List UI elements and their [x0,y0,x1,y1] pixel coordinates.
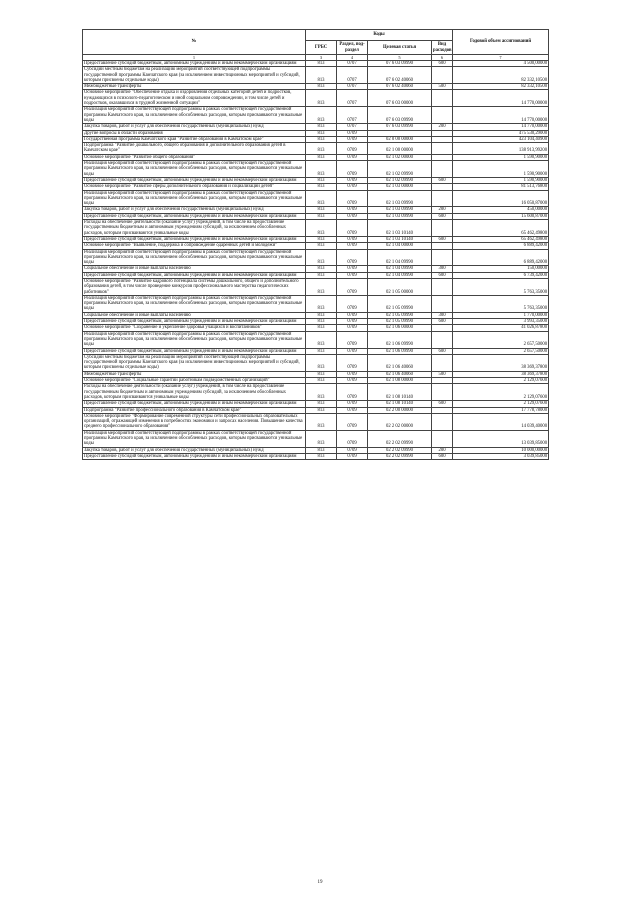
cell-grbs: 813 [306,272,337,278]
cell-grbs: 813 [306,319,337,325]
cell-grbs: 813 [306,447,337,453]
cell-name: Предоставление субсидий бюджетным, автономным учреждениям и иным некоммерческим организациям [83,61,306,67]
table-row [83,354,549,371]
cell-amount: 1 770,00000 [453,312,549,318]
cell-vid: 600 [432,319,453,325]
cell-razdel: 0709 [337,331,368,348]
table-row [83,220,549,237]
cell-razdel: 0709 [337,236,368,242]
cell-target: 02 1 03 10140 [368,236,432,242]
cell-amount: 2 129,07600 [453,378,549,384]
cell-razdel: 0709 [337,184,368,190]
table-row [83,107,549,124]
cell-target: 02 1 06 40060 [368,354,432,371]
cell-name: Закупка товаров, работ и услуг для обеспечения государственных (муниципальных) нужд [83,124,306,130]
cell-name: Межбюджетные трансферты [83,84,306,90]
cell-target: 02 1 08 00000 [368,378,432,384]
cell-grbs: 813 [306,354,337,371]
cell-amount: 150,00000 [453,266,549,272]
budget-table [82,29,549,460]
cell-grbs: 813 [306,243,337,249]
cell-razdel: 0709 [337,371,368,377]
cell-amount: 2 657,50000 [453,331,549,348]
cell-target: 02 2 02 09990 [368,430,432,447]
cell-target: 07 6 03 09990 [368,107,432,124]
cell-razdel: 0707 [337,90,368,107]
cell-name: Межбюджетные трансферты [83,371,306,377]
cell-target: 02 1 05 00000 [368,278,432,295]
cell-name: Предоставление субсидий бюджетным, автономным учреждениям и иным некоммерческим организациям [83,401,306,407]
cell-target: 02 1 04 09990 [368,249,432,266]
cell-target: 07 6 03 00000 [368,90,432,107]
cell-razdel: 0709 [337,243,368,249]
cell-vid: 600 [432,61,453,67]
cell-vid: 200 [432,447,453,453]
cell-amount: 14 770,00000 [453,124,549,130]
cell-grbs: 813 [306,384,337,401]
cell-name: Реализация мероприятий соответствующей подпрограммы в рамках соответствующей государственной программы Камчатского края, за исключением обособленных расходов, которым присваиваются уникальные коды [83,331,306,348]
cell-vid: 500 [432,371,453,377]
cell-name: Реализация мероприятий соответствующей подпрограммы в рамках соответствующей государственной программы Камчатского края, за исключением обособленных расходов, которым присваиваются уникальные коды [83,430,306,447]
cell-razdel: 0709 [337,130,368,136]
cell-amount: 82 332,10500 [453,67,549,84]
table-row [83,190,549,207]
cell-name: Реализация мероприятий соответствующей подпрограммы в рамках соответствующей государственной программы Камчатского края, за исключением обособленных расходов, которым присваиваются уникальные коды [83,107,306,124]
cell-target: 02 2 02 00000 [368,413,432,430]
cell-target: 07 6 02 40060 [368,67,432,84]
cell-target: 02 1 04 00000 [368,243,432,249]
cell-grbs: 813 [306,177,337,183]
cell-grbs: 813 [306,90,337,107]
cell-name: Субсидии местным бюджетам на реализацию мероприятий соответствующей подпрограммы государственной программы Камчатского края (за исключением инвестиционных мероприятий и субсидий, которым присвоены отдельные коды) [83,67,306,84]
cell-razdel: 0709 [337,190,368,207]
cell-grbs: 813 [306,249,337,266]
cell-razdel: 0709 [337,177,368,183]
page-number: 19 [317,880,323,885]
column-number: 7 [453,55,549,61]
cell-grbs: 813 [306,378,337,384]
cell-amount: 423 104,40900 [453,136,549,142]
cell-amount: 10 000,00000 [453,447,549,453]
cell-amount: 14 770,00000 [453,90,549,107]
header-num: № [83,30,306,55]
cell-target: 02 0 00 00000 [368,136,432,142]
cell-grbs: 813 [306,278,337,295]
cell-vid: 600 [432,213,453,219]
header-grbs: ГРБС [306,41,337,55]
cell-name: Предоставление субсидий бюджетным, автономным учреждениям и иным некоммерческим организациям [83,453,306,459]
cell-vid [432,249,453,266]
cell-amount: 3 993,35000 [453,319,549,325]
cell-amount: 14 770,00000 [453,107,549,124]
cell-name: Субсидии местным бюджетам на реализацию мероприятий соответствующей подпрограммы государственной программы Камчатского края (за исключением инвестиционных мероприятий и субсидий, которым присвоены отдельные коды) [83,354,306,371]
cell-grbs: 813 [306,154,337,160]
cell-name: Основное мероприятие "Формирование современной структуры сети профессиональных образовательных организаций, отражающей изменения в потребностях экономики и запросах населения. Повышение качества среднего профессионального образования" [83,413,306,430]
table-row [83,67,549,84]
cell-name: Предоставление субсидий бюджетным, автономным учреждениям и иным некоммерческим организациям [83,348,306,354]
cell-amount: 38 369,37800 [453,371,549,377]
cell-grbs: 813 [306,161,337,178]
cell-name: Реализация мероприятий соответствующей подпрограммы в рамках соответствующей государственной программы Камчатского края, за исключением обособленных расходов, которым присваиваются уникальные коды [83,190,306,207]
cell-grbs: 813 [306,453,337,459]
cell-amount: 2 129,07600 [453,401,549,407]
cell-target: 02 1 02 09990 [368,161,432,178]
cell-amount: 2 129,07600 [453,384,549,401]
cell-razdel: 0707 [337,124,368,130]
cell-razdel: 0707 [337,107,368,124]
cell-amount: 17 778,78000 [453,407,549,413]
cell-razdel: 0707 [337,67,368,84]
column-number: 5 [368,55,432,61]
cell-vid [432,220,453,237]
cell-name: Основное мероприятие "Развитие кадрового потенциала системы дошкольного, общего и дополнительного образования детей, в том числе проведение конкурсов профессионального мастерства педагогических работников" [83,278,306,295]
table-row [83,331,549,348]
cell-name: Закупка товаров, работ и услуг для обеспечения государственных (муниципальных) нужд [83,447,306,453]
cell-amount: 4 500,00000 [453,61,549,67]
cell-razdel: 0709 [337,272,368,278]
header-vid: Вид расходов [433,42,452,53]
cell-amount: 1 590,90000 [453,161,549,178]
table-row [83,90,549,107]
table-row [83,453,549,459]
cell-target: 02 2 00 00000 [368,407,432,413]
cell-amount: 82 332,10500 [453,84,549,90]
cell-razdel: 0707 [337,61,368,67]
cell-amount: 65 462,49800 [453,220,549,237]
cell-target: 02 1 05 09990 [368,295,432,312]
cell-razdel: 0709 [337,154,368,160]
cell-vid [432,143,453,155]
cell-target: 02 1 00 00000 [368,143,432,155]
column-number: 6 [432,55,453,61]
cell-amount: 2 657,50000 [453,348,549,354]
cell-target: 02 1 06 09990 [368,348,432,354]
header-codes: Коды [306,30,453,41]
cell-razdel: 0709 [337,378,368,384]
cell-amount: 6 739,42000 [453,272,549,278]
cell-grbs: 813 [306,236,337,242]
cell-target: 02 1 06 09990 [368,331,432,348]
budget-page [82,29,548,460]
cell-grbs: 813 [306,213,337,219]
column-number: 1 [83,55,306,61]
cell-amount: 13 039,85000 [453,430,549,447]
cell-amount: 15 600,87000 [453,213,549,219]
cell-razdel: 0709 [337,143,368,155]
cell-vid: 600 [432,348,453,354]
cell-grbs: 813 [306,295,337,312]
cell-target: 02 2 02 09990 [368,453,432,459]
cell-amount: 14 039,40000 [453,413,549,430]
cell-vid: 600 [432,453,453,459]
cell-razdel: 0707 [337,84,368,90]
cell-target: 02 1 08 10140 [368,401,432,407]
cell-grbs: 813 [306,184,337,190]
cell-target: 02 1 03 10140 [368,220,432,237]
cell-razdel: 0709 [337,453,368,459]
cell-name: Расходы на обеспечение деятельности (оказание услуг) учреждений, в том числе на предоставление государственным бюджетным и автономным учреждениям субсидий, за исключением обособленных расходов, которым присваиваются уникальные коды [83,384,306,401]
cell-amount: 450,00000 [453,207,549,213]
cell-target: 02 1 02 00000 [368,154,432,160]
cell-amount: 41 026,87800 [453,325,549,331]
cell-name: Основное мероприятие "Обеспечение отдыха и оздоровления отдельных категорий детей и подростков, нуждающихся в психолого-педагогическом и иной социальном сопровождении, и том числе детей и подростков, оказавшихся в трудной жизненной ситуации" [83,90,306,107]
cell-vid [432,161,453,178]
cell-grbs: 813 [306,325,337,331]
cell-grbs: 813 [306,220,337,237]
cell-amount: 138 913,99200 [453,143,549,155]
cell-amount: 65 462,49800 [453,236,549,242]
cell-target: 02 1 05 09990 [368,319,432,325]
column-number: 4 [337,55,368,61]
cell-grbs: 813 [306,107,337,124]
cell-vid [432,107,453,124]
cell-razdel: 0709 [337,401,368,407]
cell-target: 02 1 03 09990 [368,190,432,207]
cell-razdel: 0709 [337,325,368,331]
cell-vid: 300 [432,266,453,272]
cell-vid: 200 [432,207,453,213]
cell-target: 02 1 05 09990 [368,312,432,318]
cell-name: Основное мероприятие "Выявление, поддержка и сопровождение одаренных детей и молодежи" [83,243,306,249]
cell-razdel: 0709 [337,348,368,354]
cell-target: 02 1 06 00000 [368,325,432,331]
cell-razdel: 0709 [337,249,368,266]
cell-razdel: 0709 [337,447,368,453]
cell-amount: 16 050,87000 [453,190,549,207]
cell-razdel: 0709 [337,161,368,178]
header-amount: Годовой объем ассигнований [453,30,549,55]
cell-grbs: 813 [306,130,337,136]
cell-razdel: 0709 [337,136,368,142]
cell-target: 07 6 02 40060 [368,84,432,90]
cell-grbs: 813 [306,312,337,318]
cell-grbs: 813 [306,84,337,90]
cell-razdel: 0709 [337,266,368,272]
cell-vid: 300 [432,312,453,318]
cell-vid [432,430,453,447]
cell-grbs: 813 [306,143,337,155]
table-row [83,295,549,312]
cell-name: Закупка товаров, работ и услуг для обеспечения государственных (муниципальных) нужд [83,207,306,213]
cell-vid [432,278,453,295]
cell-target: 02 1 03 09990 [368,213,432,219]
cell-razdel: 0709 [337,207,368,213]
header-target: Целевая статья [368,41,432,55]
cell-grbs: 813 [306,61,337,67]
cell-name: Основное мероприятие "Социальные гарантии работникам подведомственных организаций" [83,378,306,384]
table-row [83,249,549,266]
cell-razdel: 0709 [337,430,368,447]
cell-razdel: 0709 [337,220,368,237]
cell-vid [432,384,453,401]
cell-razdel: 0709 [337,278,368,295]
cell-name: Социальное обеспечение и иные выплаты населению [83,312,306,318]
cell-vid [432,90,453,107]
cell-name: Реализация мероприятий соответствующей подпрограммы в рамках соответствующей государственной программы Камчатского края, за исключением обособленных расходов, которым присваиваются уникальные коды [83,161,306,178]
cell-target: 02 1 06 40060 [368,371,432,377]
cell-vid: 500 [432,84,453,90]
cell-target: 02 2 02 09990 [368,447,432,453]
cell-target: 02 1 08 10140 [368,384,432,401]
cell-vid: 600 [432,177,453,183]
cell-vid [432,67,453,84]
cell-vid [432,295,453,312]
cell-grbs: 813 [306,207,337,213]
table-row [83,384,549,401]
table-row [83,143,549,155]
cell-razdel: 0709 [337,213,368,219]
cell-name: Другие вопросы в области образования [83,130,306,136]
cell-grbs: 813 [306,266,337,272]
cell-name: Подпрограмма "Развитие профессионального образования в Камчатском крае" [83,407,306,413]
cell-target: 07 6 03 09990 [368,124,432,130]
cell-name: Социальное обеспечение и иные выплаты населению [83,266,306,272]
table-row [83,430,549,447]
cell-vid: 200 [432,124,453,130]
cell-razdel: 0709 [337,312,368,318]
cell-grbs: 813 [306,407,337,413]
cell-amount: 5 763,35000 [453,295,549,312]
cell-name: Основное мероприятие "Развитие сферы дополнительного образования и социализации детей" [83,184,306,190]
cell-amount: 3 039,85000 [453,453,549,459]
cell-grbs: 813 [306,124,337,130]
cell-name: Государственная программа Камчатского края "Развитие образования в Камчатском крае" [83,136,306,142]
cell-razdel: 0709 [337,413,368,430]
cell-name: Реализация мероприятий соответствующей подпрограммы в рамках соответствующей государственной программы Камчатского края, за исключением обособленных расходов, которым присваиваются уникальные коды [83,249,306,266]
cell-amount: 81 513,76800 [453,184,549,190]
cell-target: 02 1 02 09990 [368,177,432,183]
table-row [83,278,549,295]
cell-target: 02 1 04 09990 [368,272,432,278]
cell-target: 07 6 03 09990 [368,61,432,67]
cell-grbs: 813 [306,371,337,377]
cell-name: Предоставление субсидий бюджетным, автономным учреждениям и иным некоммерческим организациям [83,177,306,183]
cell-name: Подпрограмма "Развитие дошкольного, общего образования и дополнительного образования детей в Камчатском крае" [83,143,306,155]
cell-razdel: 0709 [337,295,368,312]
cell-grbs: 813 [306,430,337,447]
cell-razdel: 0709 [337,319,368,325]
cell-target: 02 1 04 09990 [368,266,432,272]
cell-grbs: 813 [306,136,337,142]
cell-vid: 600 [432,272,453,278]
cell-amount: 1 590,90000 [453,154,549,160]
cell-grbs: 813 [306,348,337,354]
table-row [83,413,549,430]
cell-vid [432,354,453,371]
cell-vid: 600 [432,401,453,407]
cell-vid: 600 [432,236,453,242]
cell-name: Основное мероприятие "Развитие общего образования" [83,154,306,160]
cell-razdel: 0709 [337,354,368,371]
cell-name: Предоставление субсидий бюджетным, автономным учреждениям и иным некоммерческим организациям [83,213,306,219]
cell-vid [432,413,453,430]
cell-name: Реализация мероприятий соответствующей подпрограммы в рамках соответствующей государственной программы Камчатского края, за исключением обособленных расходов, которым присваиваются уникальные коды [83,295,306,312]
cell-name: Предоставление субсидий бюджетным, автономным учреждениям и иным некоммерческим организациям [83,319,306,325]
cell-target: 02 1 03 00000 [368,184,432,190]
header-razdel: Раздел, под-раздел [337,41,368,55]
cell-amount: 475 530,29000 [453,130,549,136]
cell-amount: 38 369,37800 [453,354,549,371]
cell-razdel: 0709 [337,384,368,401]
table-row [83,161,549,178]
cell-grbs: 813 [306,190,337,207]
column-number: 3 [306,55,337,61]
cell-grbs: 813 [306,401,337,407]
cell-amount: 6 889,42000 [453,243,549,249]
cell-grbs: 813 [306,331,337,348]
cell-vid [432,190,453,207]
cell-amount: 6 889,42000 [453,249,549,266]
cell-target: 02 1 03 09990 [368,207,432,213]
cell-amount: 1 590,90000 [453,177,549,183]
cell-grbs: 813 [306,413,337,430]
cell-name: Основное мероприятие "Сохранение и укрепление здоровья учащихся и воспитанников" [83,325,306,331]
cell-amount: 5 763,35000 [453,278,549,295]
cell-name: Расходы на обеспечение деятельности (оказание услуг) учреждений, в том числе на предоставление государственным бюджетным и автономным учреждениям субсидий, за исключением обособленных расходов, которым присваиваются уникальные коды [83,220,306,237]
cell-grbs: 813 [306,67,337,84]
cell-name: Предоставление субсидий бюджетным, автономным учреждениям и иным некоммерческим организациям [83,272,306,278]
cell-name: Предоставление субсидий бюджетным, автономным учреждениям и иным некоммерческим организациям [83,236,306,242]
cell-razdel: 0709 [337,407,368,413]
cell-vid [432,331,453,348]
